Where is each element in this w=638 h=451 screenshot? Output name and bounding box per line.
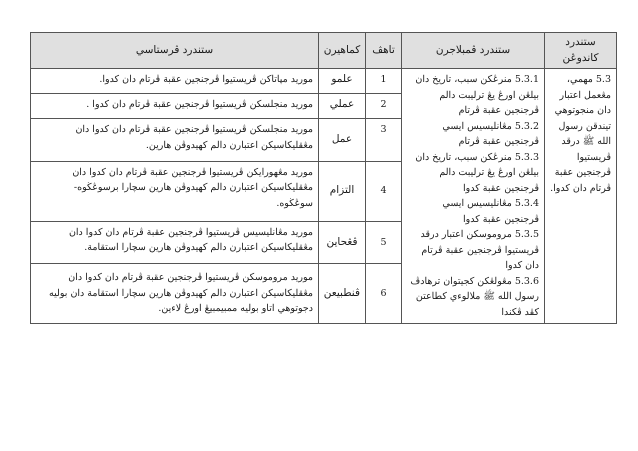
tahap-cell: 6: [366, 264, 402, 324]
header-tahap: تاهڤ: [366, 33, 402, 69]
kandungan-text: مهمي، مڠعمل اعتبار دان منجوتوهي تيندقن رسول الله ﷺ درقد ڤريستيوا ڤرجنجين عقبة ڤرتام دان کدوا.: [550, 74, 611, 194]
tahap-cell: 5: [366, 221, 402, 264]
prestasi-cell: موريد مروموسکن ڤريستيوا ڤرجنجين عقبة ڤرتام دان کدوا دان مڠقليکاسيکن اعتبارن دالم کهيدوڤن هارين سچارا استقامة دان بوليه دجوتوهي اتاو بوليه ممبيمبيڠ اورڠ لاءين.: [31, 264, 319, 324]
tahap-cell: 1: [366, 69, 402, 94]
pembelajaran-item: 5.3.6 مڠولڠکن کجيتوان ترهادڤ رسول الله ﷺ ملالوءي کطاعتن کڤد ڤکندا: [410, 275, 539, 318]
pembelajaran-item: 5.3.5 مروموسکن اعتبار درقد ڤريستيوا ڤرجنجين عقبة ڤرتام دان کدوا: [420, 229, 539, 271]
pembelajaran-item: 5.3.1 منرڠکن سبب، تاريخ دان بيلڠن اورڠ يڠ ترليبت دالم ڤرجنجين عقبة ڤرتام: [415, 74, 539, 116]
prestasi-cell: موريد مڽاتاکن ڤريستيوا ڤرجنجين عقبة ڤرتام دان کدوا.: [31, 69, 319, 94]
prestasi-cell: موريد منجلسکن ڤريستيوا ڤرجنجين عقبة ڤرتام دان کدوا دان مڠقليکاسيکن اعتبارن دالم کهيدوڤن هارين.: [31, 119, 319, 162]
kemahiran-cell: ڤڠحاين: [319, 221, 366, 264]
kemahiran-cell: عملي: [319, 94, 366, 119]
tahap-cell: 3: [366, 119, 402, 162]
kemahiran-cell: التزام: [319, 161, 366, 221]
header-kandungan: ستندرد کاندوڠن: [545, 33, 617, 69]
pembelajaran-item: 5.3.4 مڠانليسيس ايسي ڤرجنجين عقبة کدوا: [442, 198, 539, 225]
kemahiran-cell: علمو: [319, 69, 366, 94]
header-row: [31, 33, 617, 69]
table-row: [31, 69, 617, 94]
header-pembelajaran: ستندرد ڤمبلاجرن: [402, 33, 545, 69]
kandungan-number: 5.3: [595, 74, 611, 85]
tahap-cell: 2: [366, 94, 402, 119]
tahap-cell: 4: [366, 161, 402, 221]
prestasi-cell: موريد منجلسکن ڤريستيوا ڤرجنجين عقبة ڤرتام دان کدوا .: [31, 94, 319, 119]
pembelajaran-item: 5.3.2 مڠانليسيس ايسي ڤرجنجين عقبة ڤرتام: [442, 120, 539, 147]
prestasi-cell: موريد مڠهورايکن ڤريستيوا ڤرجنجين عقبة ڤرتام دان کدوا دان مڠقليکاسيکن اعتبارن دالم کهيدوڤن هارين سچارا برسوڠڬوه- سوڠڬوه.: [31, 161, 319, 221]
kemahiran-cell: ڤنطبيعن: [319, 264, 366, 324]
kandungan-cell: [545, 69, 617, 324]
prestasi-cell: موريد مڠانليسيس ڤريستيوا ڤرجنجين عقبة ڤرتام دان کدوا دان مڠقليکاسيکن اعتبارن دالم کهيدوڤن هارين سچارا استقامة.: [31, 221, 319, 264]
kemahiran-cell: عمل: [319, 119, 366, 162]
pembelajaran-item: 5.3.3 منرڠکن سبب، تاريخ دان بيلڠن اورڠ يڠ ترليبت دالم ڤرجنجين عقبة کدوا: [415, 151, 539, 194]
header-kemahiran: کماهيرن: [319, 33, 366, 69]
standard-table: [30, 32, 617, 324]
pembelajaran-cell: [402, 69, 545, 324]
header-prestasi: ستندرد ڤرستاسي: [31, 33, 319, 69]
